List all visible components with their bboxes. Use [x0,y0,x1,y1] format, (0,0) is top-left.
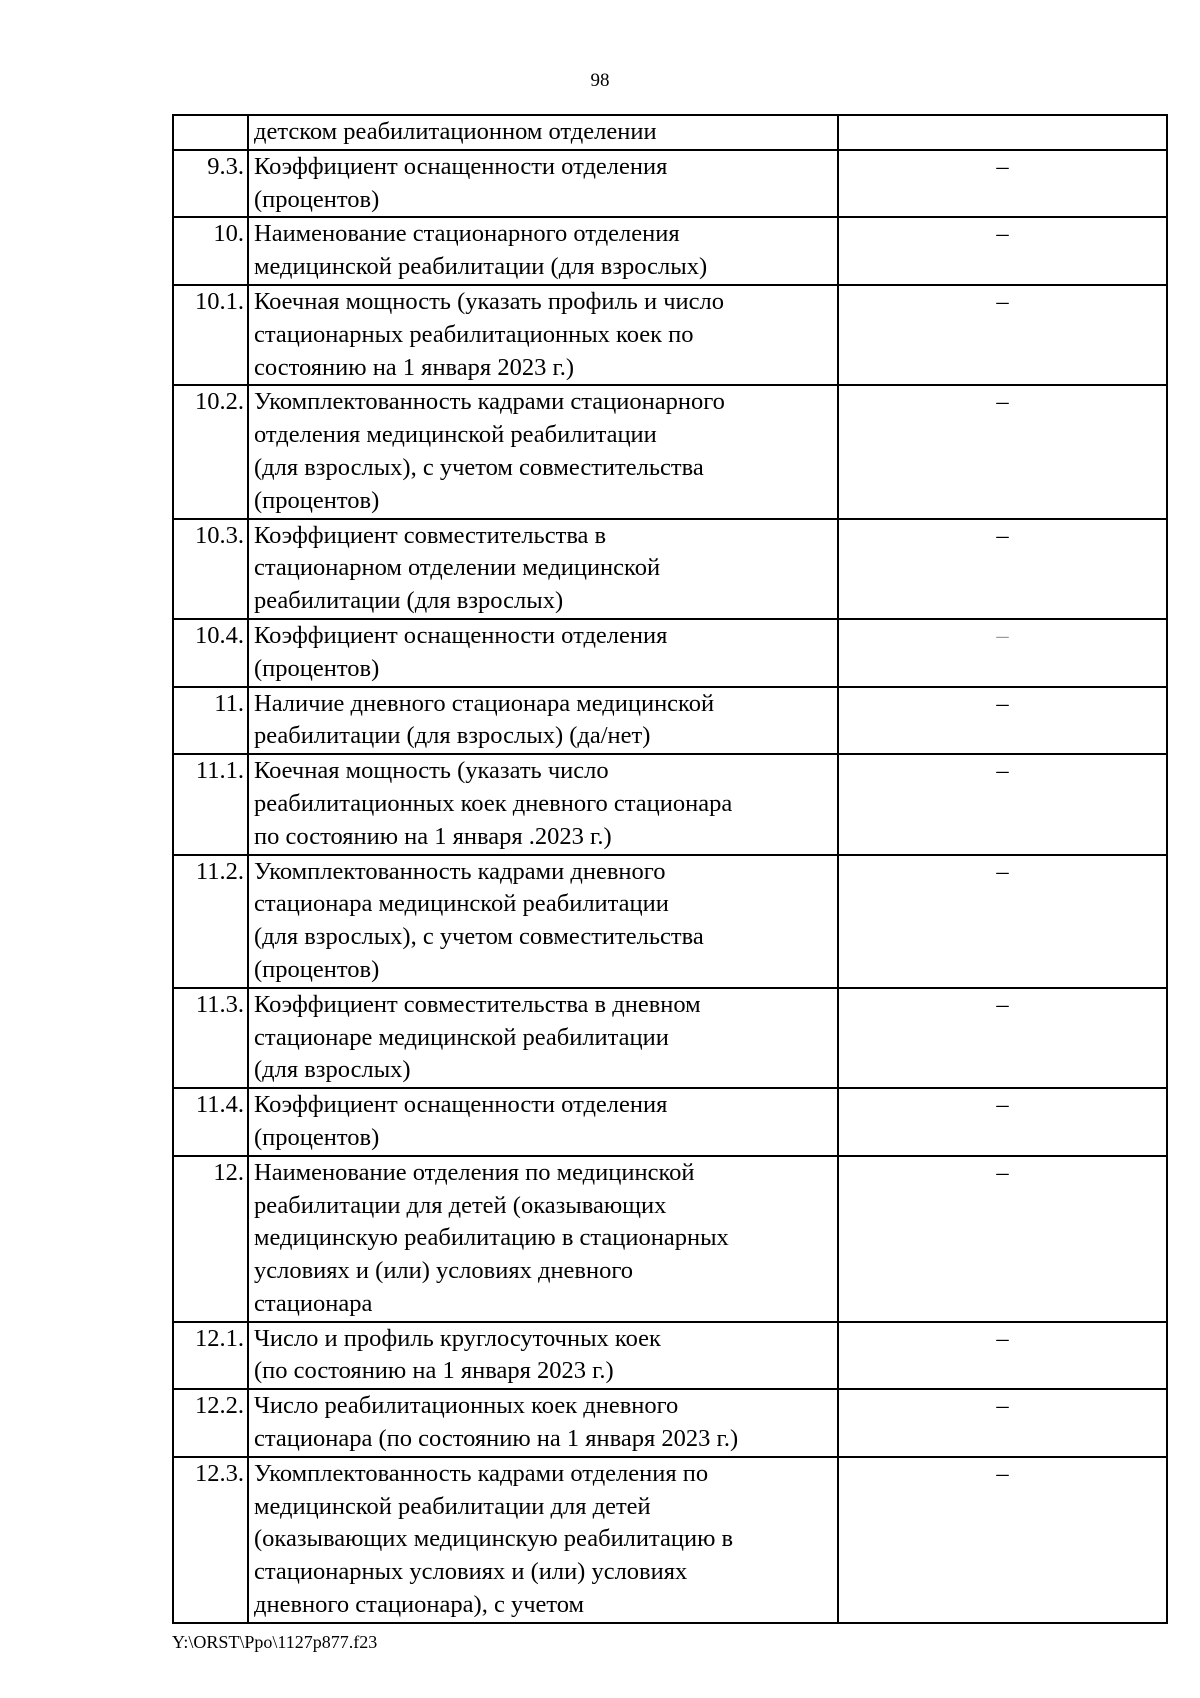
indicator-value: – [838,217,1167,285]
row-number: 11.4. [173,1088,248,1156]
table-row [173,217,1167,285]
row-number: 11.2. [173,855,248,988]
indicator-text-line: состоянию на 1 января 2023 г.) [254,353,575,381]
indicator-text-line: (процентов) [254,185,380,213]
indicator-text [248,1457,838,1623]
table-row [173,687,1167,755]
row-number: 10.2. [173,385,248,518]
table-row [173,988,1167,1088]
table-row [173,855,1167,988]
indicator-text-line: отделения медицинской реабилитации [254,421,657,449]
indicator-text-line: медицинскую реабилитацию в стационарных [254,1224,729,1252]
indicator-text-line: Коэффициент оснащенности отделения [254,1091,668,1119]
table-row [173,385,1167,518]
row-number: 12. [173,1156,248,1322]
indicator-text [248,988,838,1088]
table-row [173,1457,1167,1623]
indicator-text-line: стационара [254,1289,373,1317]
indicator-value: – [838,1088,1167,1156]
indicator-text-line: детском реабилитационном отделении [254,118,657,145]
indicator-text [248,115,838,150]
table-row [173,754,1167,854]
table-row [173,1088,1167,1156]
indicator-text-line: (процентов) [254,486,380,514]
table-row [173,519,1167,619]
indicator-text-line: Коэффициент оснащенности отделения [254,621,668,649]
row-number: 12.3. [173,1457,248,1623]
table-row [173,1389,1167,1457]
indicator-text-line: стационарном отделении медицинской [254,554,661,582]
indicator-text-line: (по состоянию на 1 января 2023 г.) [254,1357,614,1385]
table-row [173,115,1167,150]
row-number: 11.3. [173,988,248,1088]
row-number: 11.1. [173,754,248,854]
indicator-text-line: Число и профиль круглосуточных коек [254,1324,661,1352]
indicator-text [248,519,838,619]
indicator-text-line: Коечная мощность (указать профиль и число [254,287,724,315]
indicator-table [172,114,1168,1624]
indicator-text-line: Укомплектованность кадрами отделения по [254,1459,709,1487]
indicator-text-line: дневного стационара), с учетом [254,1591,585,1619]
indicator-value: – [838,687,1167,755]
indicator-text [248,1322,838,1390]
indicator-text-line: Наличие дневного стационара медицинской [254,689,715,717]
row-number: 10.4. [173,619,248,687]
indicator-value: – [838,385,1167,518]
indicator-value: – [838,988,1167,1088]
indicator-text-line: стационарных условиях и (или) условиях [254,1558,688,1586]
row-number: 12.2. [173,1389,248,1457]
indicator-value: – [838,1322,1167,1390]
indicator-text-line: (процентов) [254,955,380,983]
table-row [173,619,1167,687]
indicator-text-line: Число реабилитационных коек дневного [254,1392,679,1420]
indicator-value: – [838,1389,1167,1457]
table-row [173,1322,1167,1390]
indicator-text-line: по состоянию на 1 января .2023 г.) [254,822,612,850]
indicator-text-line: стационаре медицинской реабилитации [254,1023,669,1051]
indicator-text-line: Наименование отделения по медицинской [254,1158,695,1186]
indicator-value: – [838,619,1167,687]
indicator-text-line: (для взрослых), с учетом совместительства [254,923,704,951]
indicator-value: – [838,855,1167,988]
table-row [173,1156,1167,1322]
indicator-text-line: стационара медицинской реабилитации [254,890,669,918]
indicator-text-line: (процентов) [254,654,380,682]
indicator-text [248,385,838,518]
indicator-text-line: Коэффициент совместительства в дневном [254,990,701,1018]
indicator-text [248,1088,838,1156]
indicator-text [248,754,838,854]
row-number: 12.1. [173,1322,248,1390]
indicator-text-line: (для взрослых), с учетом совместительства [254,453,704,481]
table-row [173,150,1167,218]
indicator-value: – [838,1457,1167,1623]
indicator-text [248,150,838,218]
row-number: 10.3. [173,519,248,619]
indicator-text [248,1156,838,1322]
indicator-text [248,285,838,385]
indicator-text-line: (процентов) [254,1123,380,1151]
indicator-text [248,1389,838,1457]
indicator-text-line: (оказывающих медицинскую реабилитацию в [254,1525,734,1553]
indicator-text-line: Коечная мощность (указать число [254,757,609,785]
page-number: 98 [590,70,610,91]
row-number: 11. [173,687,248,755]
indicator-text [248,619,838,687]
indicator-text-line: медицинской реабилитации для детей [254,1492,651,1520]
indicator-text [248,855,838,988]
indicator-text [248,687,838,755]
indicator-value: – [838,285,1167,385]
indicator-text-line: медицинской реабилитации (для взрослых) [254,253,708,281]
indicator-text-line: Укомплектованность кадрами дневного [254,857,666,885]
table-row [173,285,1167,385]
indicator-text-line: стационарных реабилитационных коек по [254,320,694,348]
indicator-text-line: Коэффициент совместительства в [254,521,607,549]
indicator-value: – [838,519,1167,619]
indicator-text-line: Укомплектованность кадрами стационарного [254,388,725,416]
row-number: 9.3. [173,150,248,218]
indicator-text-line: реабилитации (для взрослых) (да/нет) [254,722,651,750]
indicator-text-line: стационара (по состоянию на 1 января 2023 г.) [254,1425,739,1453]
indicator-text-line: (для взрослых) [254,1056,411,1084]
indicator-value: – [838,754,1167,854]
indicator-text-line: реабилитационных коек дневного стационара [254,789,733,817]
indicator-value: – [838,150,1167,218]
row-number: 10. [173,217,248,285]
indicator-text-line: Коэффициент оснащенности отделения [254,152,668,180]
table-body [173,115,1167,1623]
indicator-text-line: реабилитации (для взрослых) [254,587,564,615]
indicator-value [838,115,1167,150]
indicator-text-line: условиях и (или) условиях дневного [254,1257,634,1285]
indicator-value: – [838,1156,1167,1322]
row-number: 10.1. [173,285,248,385]
file-path-footer: Y:\ORST\Ppo\1127p877.f23 [172,1632,378,1652]
indicator-text-line: Наименование стационарного отделения [254,220,680,248]
indicator-text [248,217,838,285]
row-number [173,115,248,150]
indicator-text-line: реабилитации для детей (оказывающих [254,1191,667,1219]
